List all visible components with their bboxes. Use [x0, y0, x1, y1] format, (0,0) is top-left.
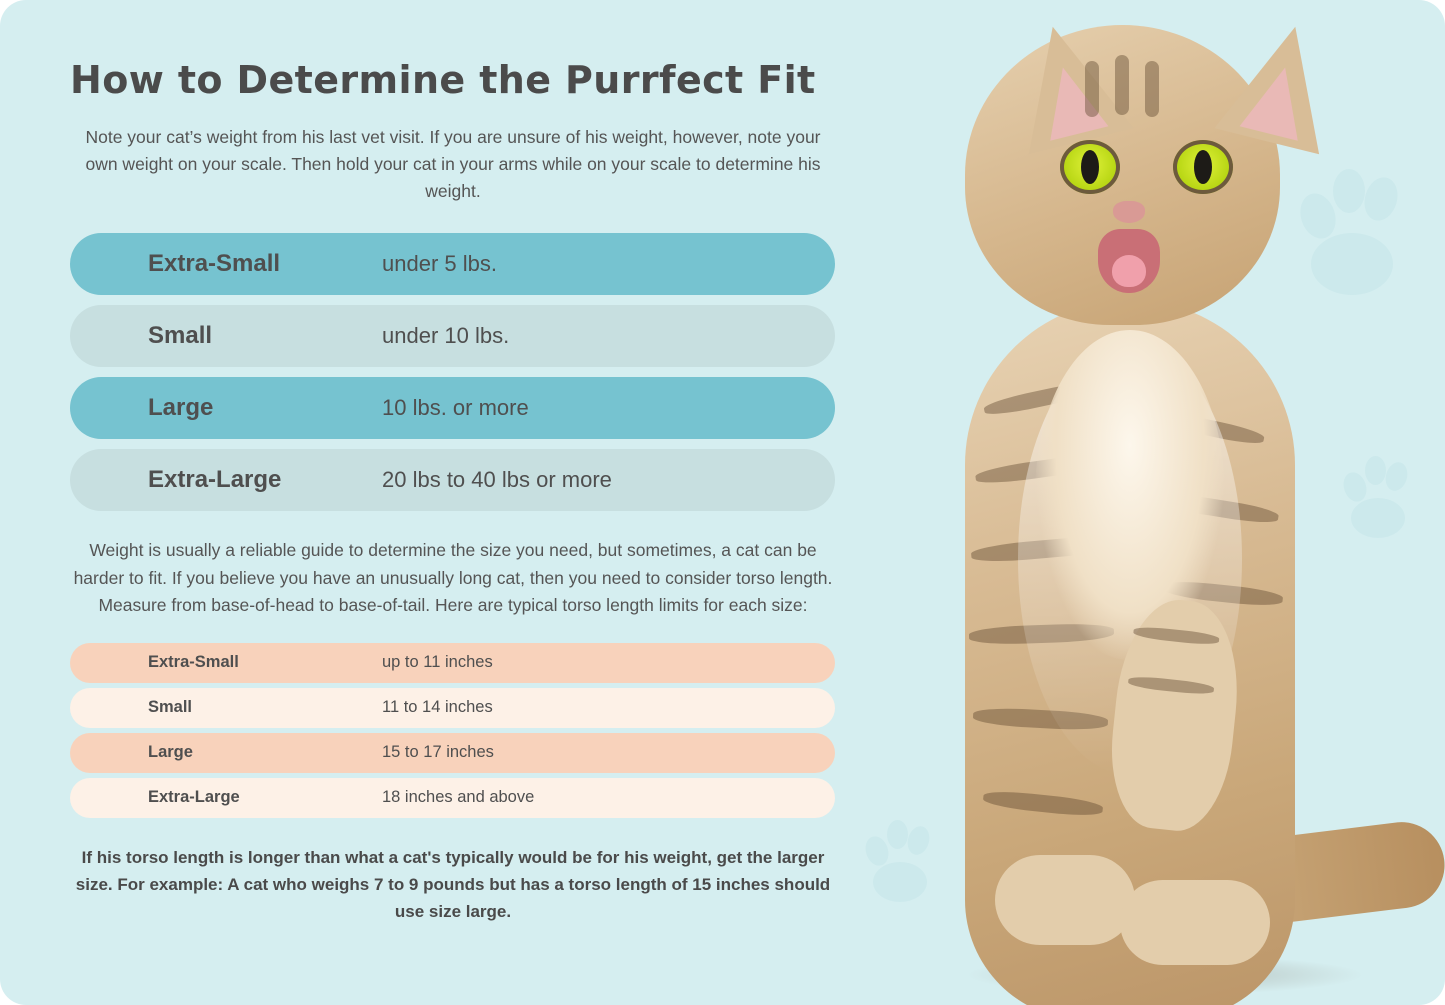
- size-spec: under 5 lbs.: [382, 251, 497, 277]
- size-label: Extra-Large: [148, 466, 282, 494]
- intro-paragraph: Note your cat’s weight from his last vet visit. If you are unsure of his weight, however, note your own weight on your scale. Then hold your cat in your arms while on your scale to determine his weight.: [85, 127, 821, 202]
- size-label: Large: [148, 394, 214, 422]
- size-label: Large: [148, 743, 193, 762]
- size-spec: 20 lbs to 40 lbs or more: [382, 467, 612, 493]
- table-row: [70, 643, 835, 683]
- size-spec: 18 inches and above: [382, 788, 535, 807]
- size-label: Extra-Small: [148, 250, 281, 278]
- torso-length-table: [70, 643, 835, 818]
- page-title: How to Determine the Purrfect Fit: [70, 58, 816, 102]
- table-row: [70, 449, 835, 511]
- size-spec: 11 to 14 inches: [382, 698, 493, 717]
- table-row: [70, 778, 835, 818]
- size-spec: under 10 lbs.: [382, 323, 510, 349]
- size-label: Extra-Large: [148, 788, 240, 807]
- cat-photo: [905, 0, 1445, 1005]
- table-row: [70, 688, 835, 728]
- footnote-paragraph: If his torso length is longer than what a cat's typically would be for his weight, get the larger size. For example: A cat who weighs 7 to 9 pounds but has a torso length of 15 inches should use size large.: [75, 847, 831, 922]
- table-row: [70, 305, 835, 367]
- torso-explanation-paragraph: Weight is usually a reliable guide to determine the size you need, but sometimes, a cat can be harder to fit. If you believe you have an unusually long cat, then you need to consider torso length. Measure from base-of-head to base-of-tail. Here are typical torso length limits for each size:: [73, 540, 833, 615]
- size-label: Extra-Small: [148, 653, 239, 672]
- size-label: Small: [148, 322, 213, 350]
- size-spec: up to 11 inches: [382, 653, 493, 672]
- table-row: [70, 377, 835, 439]
- size-spec: 15 to 17 inches: [382, 743, 494, 762]
- size-label: Small: [148, 698, 193, 717]
- table-row: [70, 733, 835, 773]
- size-spec: 10 lbs. or more: [382, 395, 529, 421]
- weight-size-table: [70, 233, 835, 511]
- table-row: [70, 233, 835, 295]
